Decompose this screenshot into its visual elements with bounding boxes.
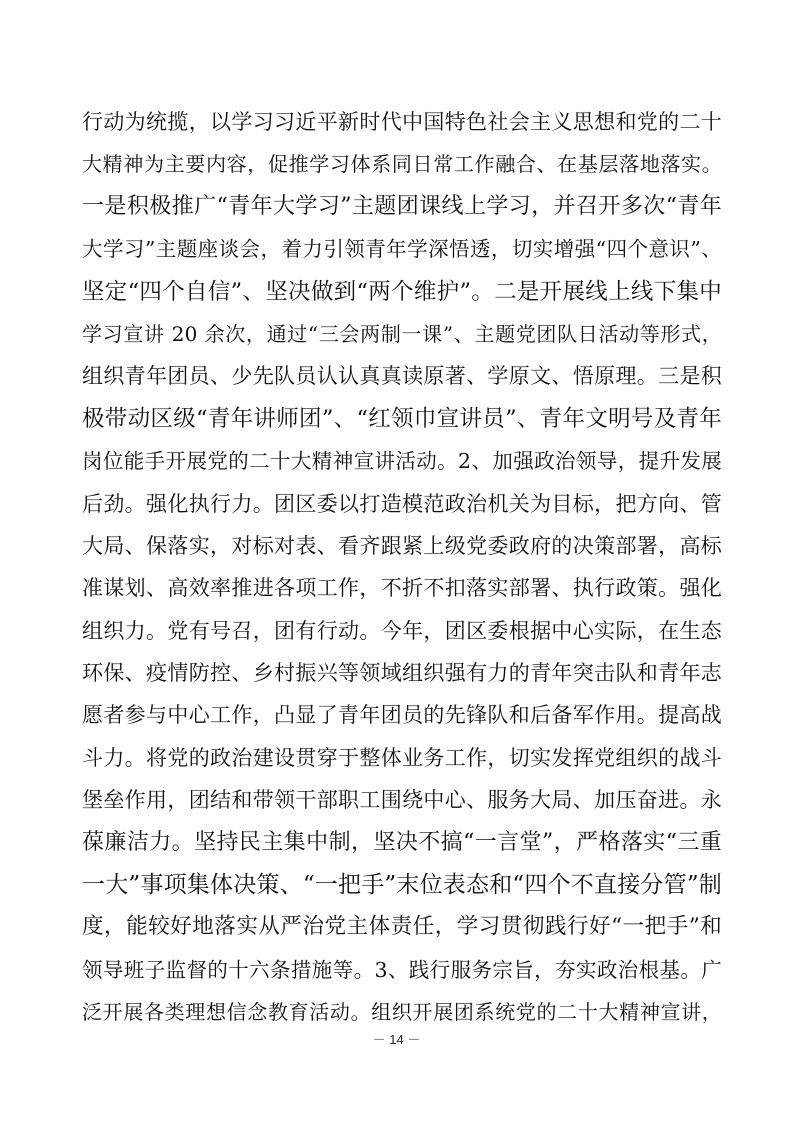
text-line-21: 领导班子监督的十六条措施等。3、践行服务宗旨，夯实政治根基。广 xyxy=(82,957,722,982)
text-line-22: 泛开展各类理想信念教育活动。组织开展团系统党的二十大精神宣讲， xyxy=(82,1000,722,1025)
text-line-3: 一是积极推广“青年大学习”主题团课线上学习，并召开多次“青年 xyxy=(82,193,722,219)
text-line-19: 一大”事项集体决策、“一把手”末位表态和“四个不直接分管”制 xyxy=(82,872,722,899)
text-line-18: 葆廉洁力。坚持民主集中制，坚决不搞“一言堂”，严格落实“三重 xyxy=(82,829,722,855)
text-line-17: 堡垒作用，团结和带领干部职工围绕中心、服务大局、加压奋进。永 xyxy=(82,788,722,813)
text-line-1: 行动为统揽，以学习习近平新时代中国特色社会主义思想和党的二十 xyxy=(82,110,722,134)
text-line-4: 大学习”主题座谈会，着力引领青年学深悟透，切实增强“四个意识”、 xyxy=(82,237,722,262)
text-line-8: 极带动区级“青年讲师团”、“红领巾宣讲员”、青年文明号及青年 xyxy=(82,405,722,432)
text-line-2: 大精神为主要内容，促推学习体系同日常工作融合、在基层落地落实。 xyxy=(82,152,722,177)
text-line-13: 组织力。党有号召，团有行动。今年，团区委根据中心实际，在生态 xyxy=(82,618,722,643)
body-paragraph xyxy=(82,101,722,1034)
page-number: － 14 － xyxy=(372,1032,421,1047)
text-line-10: 后劲。强化执行力。团区委以打造模范政治机关为目标，把方向、管 xyxy=(82,491,722,516)
text-line-7: 组织青年团员、少先队员认认真真读原著、学原文、悟原理。三是积 xyxy=(82,364,722,389)
text-line-15: 愿者参与中心工作，凸显了青年团员的先锋队和后备军作用。提高战 xyxy=(82,703,722,728)
text-line-16: 斗力。将党的政治建设贯穿于整体业务工作，切实发挥党组织的战斗 xyxy=(82,745,722,770)
text-line-5: 坚定“四个自信”、坚决做到“两个维护”。二是开展线上线下集中 xyxy=(82,278,722,305)
text-line-11: 大局、保落实，对标对表、看齐跟紧上级党委政府的决策部署，高标 xyxy=(82,533,722,558)
text-line-9: 岗位能手开展党的二十大精神宣讲活动。2、加强政治领导，提升发展 xyxy=(82,449,722,474)
text-line-12: 准谋划、高效率推进各项工作，不折不扣落实部署、执行政策。强化 xyxy=(82,576,722,601)
text-line-6: 学习宣讲 20 余次，通过“三会两制一课”、主题党团队日活动等形式， xyxy=(82,321,722,346)
text-line-14: 环保、疫情防控、乡村振兴等领域组织强有力的青年突击队和青年志 xyxy=(82,661,722,686)
text-line-20: 度，能较好地落实从严治党主体责任，学习贯彻践行好“一把手”和 xyxy=(82,914,722,940)
